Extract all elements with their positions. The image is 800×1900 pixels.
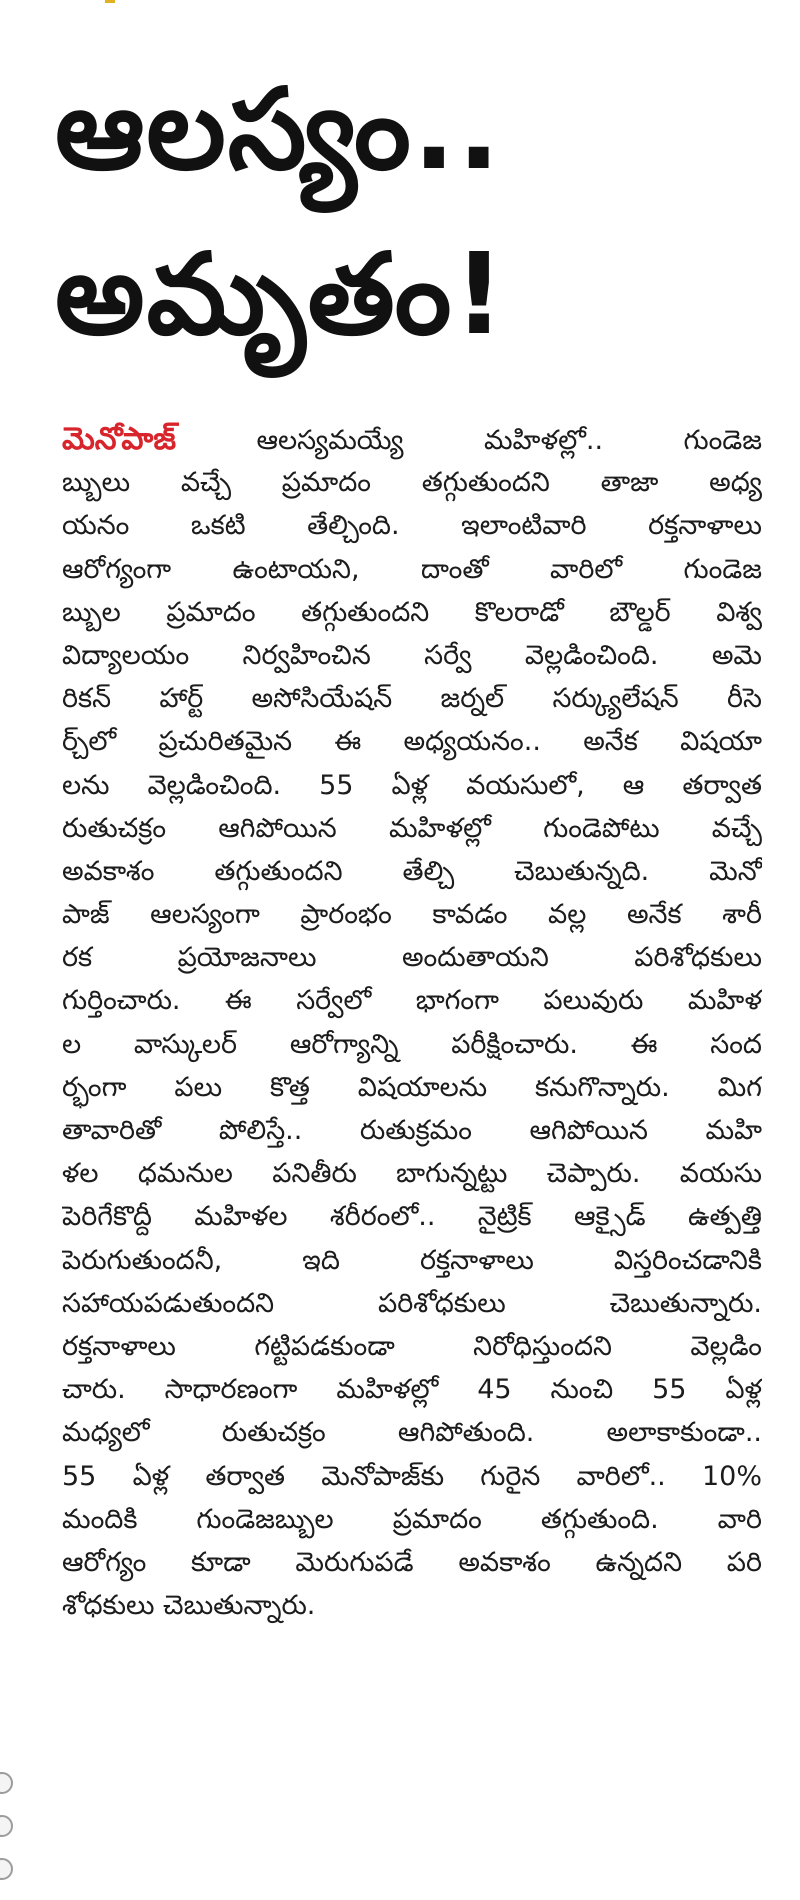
article-line: ఆరోగ్యంగా ఉంటాయని, దాంతో వారిలో గుండెజ <box>62 553 762 585</box>
article-line: రక్తనాళాలు గట్టిపడకుండా నిరోధిస్తుందని వెల్లడిం <box>62 1330 762 1362</box>
binding-hole-icon <box>0 1858 13 1880</box>
binding-hole-icon <box>0 1772 13 1794</box>
article-line: అవకాశం తగ్గుతుందని తేల్చి చెబుతున్నది. మెనో <box>62 855 762 887</box>
article-line: ల వాస్కులర్ ఆరోగ్యాన్ని పరీక్షించారు. ఈ సంద <box>62 1028 762 1060</box>
article-line: పాజ్ ఆలస్యంగా ప్రారంభం కావడం వల్ల అనేక శారీ <box>62 899 762 931</box>
article-line: బ్బుల ప్రమాదం తగ్గుతుందని కొలరాడో బౌల్డర్ విశ్వ <box>62 596 762 628</box>
article-line-last: శోధకులు చెబుతున్నారు. <box>62 1590 316 1622</box>
article-line: రుతుచక్రం ఆగిపోయిన మహిళల్లో గుండెపోటు వచ్చే <box>62 812 762 844</box>
article-line: గుర్తించారు. ఈ సర్వేలో భాగంగా పలువురు మహిళ <box>62 985 762 1017</box>
article-line: యనం ఒకటి తేల్చింది. ఇలాంటివారి రక్తనాళాలు <box>62 510 762 542</box>
article-line-1 <box>62 418 762 461</box>
article-body <box>62 418 762 1627</box>
article-line: పెరిగేకొద్దీ మహిళల శరీరంలో.. నైట్రిక్ ఆక్సైడ్ ఉత్పత్తి <box>62 1201 762 1233</box>
article-line: ఆరోగ్యం కూడా మెరుగుపడే అవకాశం ఉన్నదని పరి <box>62 1546 762 1578</box>
article-line: ర్భంగా పలు కొత్త విషయాలను కనుగొన్నారు. మిగ <box>62 1071 762 1103</box>
article-line: రక ప్రయోజనాలు అందుతాయని పరిశోధకులు <box>62 942 762 974</box>
article-line: 55 ఏళ్ల తర్వాత మెనోపాజ్‌కు గురైన వారిలో.. 10% <box>62 1460 762 1492</box>
article-line: బ్బులు వచ్చే ప్రమాదం తగ్గుతుందని తాజా అధ్య <box>62 467 762 499</box>
article-line: ళల ధమనుల పనితీరు బాగున్నట్టు చెప్పారు. వయసు <box>62 1158 762 1190</box>
binding-hole-icon <box>0 1815 13 1837</box>
article-line: చారు. సాధారణంగా మహిళల్లో 45 నుంచి 55 ఏళ్ల <box>62 1374 762 1406</box>
first-line-text: ఆలస్యమయ్యే మహిళల్లో.. గుండెజ <box>176 425 762 456</box>
lead-word: మెనోపాజ్ <box>62 421 177 457</box>
article-line: మధ్యలో రుతుచక్రం ఆగిపోతుంది. అలాకాకుండా.. <box>62 1417 762 1449</box>
article-line: ర్చ్‌లో ప్రచురితమైన ఈ అధ్యయనం.. అనేక విషయా <box>62 726 762 758</box>
article-line: తావారితో పోలిస్తే.. రుతుక్రమం ఆగిపోయిన మహి <box>62 1115 762 1146</box>
decorative-fleck <box>105 0 115 3</box>
article-line: లను వెల్లడించింది. 55 ఏళ్ల వయసులో, ఆ తర్వాత <box>62 769 762 801</box>
headline <box>55 48 755 378</box>
article-line: సహాయపడుతుందని పరిశోధకులు చెబుతున్నారు. <box>62 1287 762 1319</box>
article-line: మందికి గుండెజబ్బుల ప్రమాదం తగ్గుతుంది. వారి <box>62 1503 762 1535</box>
article-line: పెరుగుతుందనీ, ఇది రక్తనాళాలు విస్తరించడానికి <box>62 1244 762 1276</box>
headline-line-1: ఆలస్యం.. <box>55 65 502 195</box>
headline-line-2: అమృతం! <box>55 230 507 360</box>
article-line: విద్యాలయం నిర్వహించిన సర్వే వెల్లడించింది. అమె <box>62 639 762 671</box>
article-line: రికన్ హార్ట్ అసోసియేషన్ జర్నల్ సర్క్యులేషన్ రీసె <box>62 683 762 715</box>
